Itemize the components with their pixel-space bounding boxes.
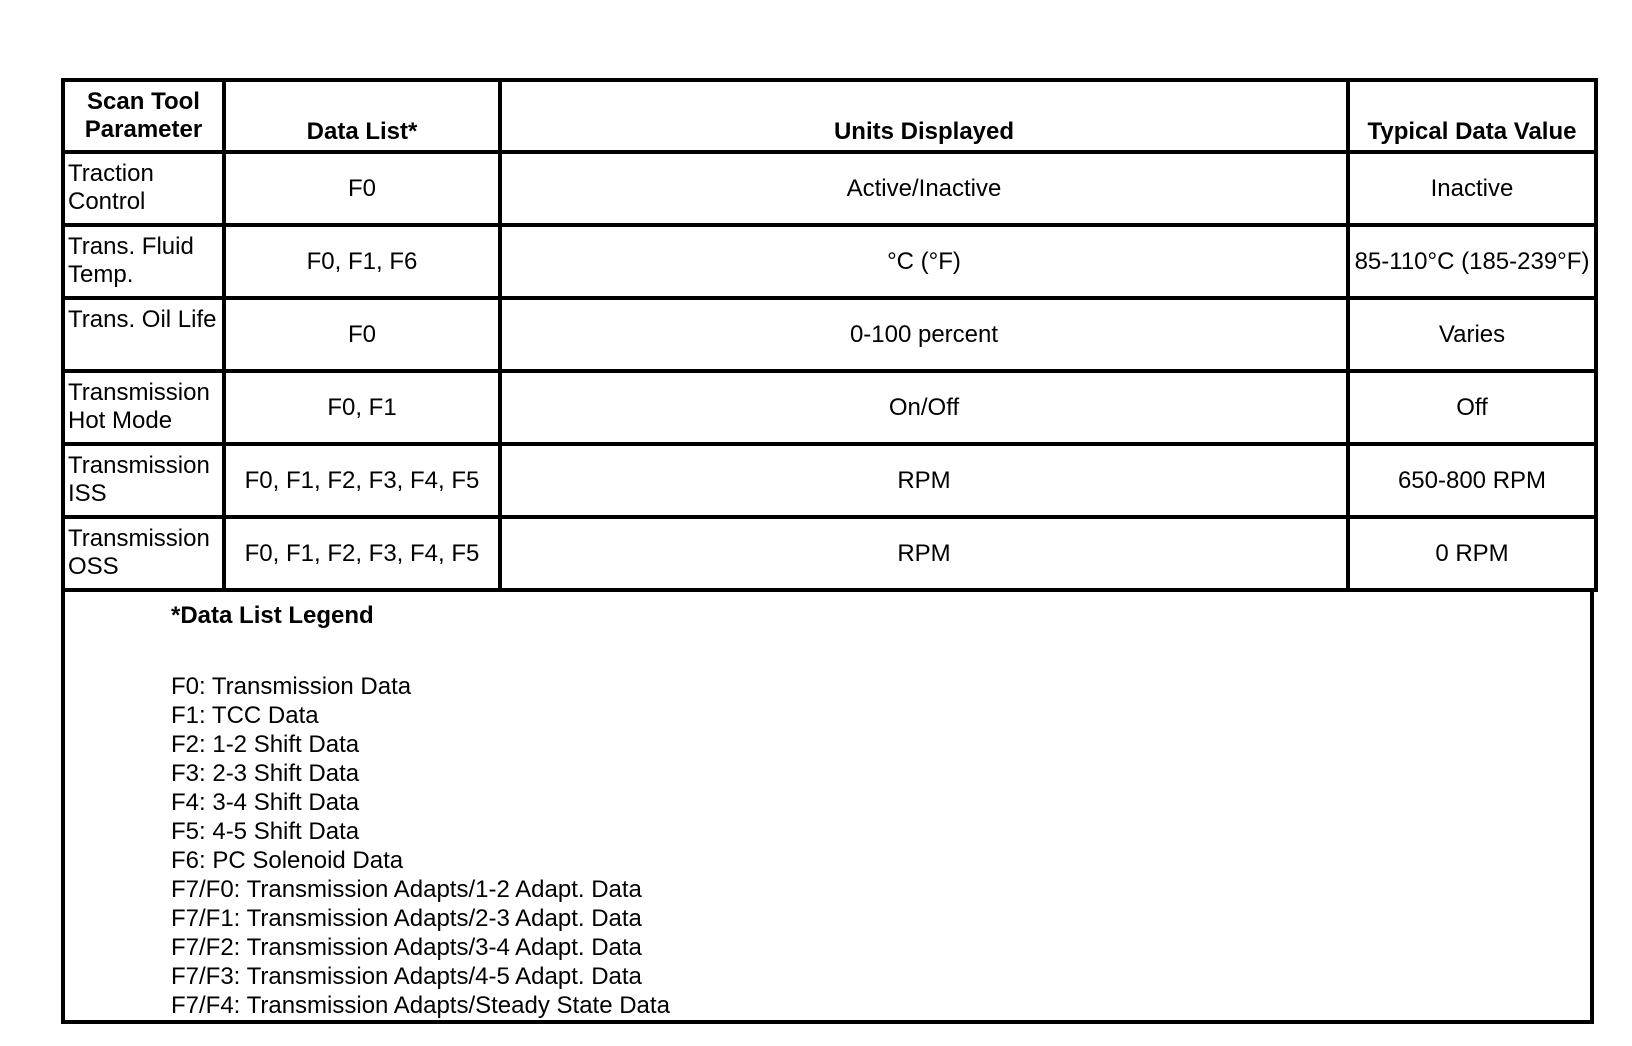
cell-typical-value: Varies — [1348, 298, 1596, 371]
cell-typical-value: 650-800 RPM — [1348, 444, 1596, 517]
table-header-row — [63, 80, 1596, 152]
legend-item: F7/F3: Transmission Adapts/4-5 Adapt. Data — [171, 963, 642, 990]
cell-parameter: Trans. Fluid Temp. — [63, 225, 224, 298]
header-typical-data-value: Typical Data Value — [1348, 80, 1596, 152]
table-row — [63, 225, 1596, 298]
cell-units: RPM — [500, 444, 1348, 517]
legend-item: F7/F1: Transmission Adapts/2-3 Adapt. Data — [171, 905, 642, 932]
table-row — [63, 298, 1596, 371]
cell-data-list: F0, F1, F2, F3, F4, F5 — [224, 444, 500, 517]
cell-data-list: F0, F1 — [224, 371, 500, 444]
cell-units: 0-100 percent — [500, 298, 1348, 371]
cell-typical-value: Inactive — [1348, 152, 1596, 225]
scan-tool-data-sheet — [61, 78, 1594, 1024]
legend-item: F6: PC Solenoid Data — [171, 847, 404, 874]
legend-item: F7/F2: Transmission Adapts/3-4 Adapt. Data — [171, 934, 642, 961]
cell-data-list: F0 — [224, 298, 500, 371]
legend-title: *Data List Legend — [171, 602, 374, 629]
cell-data-list: F0, F1, F6 — [224, 225, 500, 298]
table-row — [63, 444, 1596, 517]
cell-typical-value: Off — [1348, 371, 1596, 444]
cell-units: Active/Inactive — [500, 152, 1348, 225]
legend-item: F7/F0: Transmission Adapts/1-2 Adapt. Data — [171, 876, 642, 903]
table-row — [63, 152, 1596, 225]
table-row — [63, 371, 1596, 444]
cell-units: On/Off — [500, 371, 1348, 444]
cell-parameter: Trans. Oil Life — [63, 298, 224, 371]
cell-parameter: Transmission OSS — [63, 517, 224, 590]
cell-parameter: Transmission Hot Mode — [63, 371, 224, 444]
header-scan-tool-parameter: Scan Tool Parameter — [63, 80, 224, 152]
legend-item: F2: 1-2 Shift Data — [171, 731, 360, 758]
legend-item: F4: 3-4 Shift Data — [171, 789, 360, 816]
cell-parameter: Traction Control — [63, 152, 224, 225]
legend-list — [171, 672, 670, 1020]
legend-item: F5: 4-5 Shift Data — [171, 818, 360, 845]
cell-data-list: F0, F1, F2, F3, F4, F5 — [224, 517, 500, 590]
header-units-displayed: Units Displayed — [500, 80, 1348, 152]
data-list-legend — [61, 592, 1594, 1024]
cell-data-list: F0 — [224, 152, 500, 225]
cell-parameter: Transmission ISS — [63, 444, 224, 517]
header-data-list: Data List* — [224, 80, 500, 152]
legend-item: F3: 2-3 Shift Data — [171, 760, 360, 787]
cell-units: °C (°F) — [500, 225, 1348, 298]
cell-typical-value: 0 RPM — [1348, 517, 1596, 590]
scan-tool-data-table — [61, 78, 1598, 592]
legend-item: F7/F4: Transmission Adapts/Steady State Data — [171, 992, 670, 1019]
cell-typical-value: 85-110°C (185-239°F) — [1348, 225, 1596, 298]
legend-item: F0: Transmission Data — [171, 673, 412, 700]
table-row — [63, 517, 1596, 590]
legend-item: F1: TCC Data — [171, 702, 319, 729]
cell-units: RPM — [500, 517, 1348, 590]
